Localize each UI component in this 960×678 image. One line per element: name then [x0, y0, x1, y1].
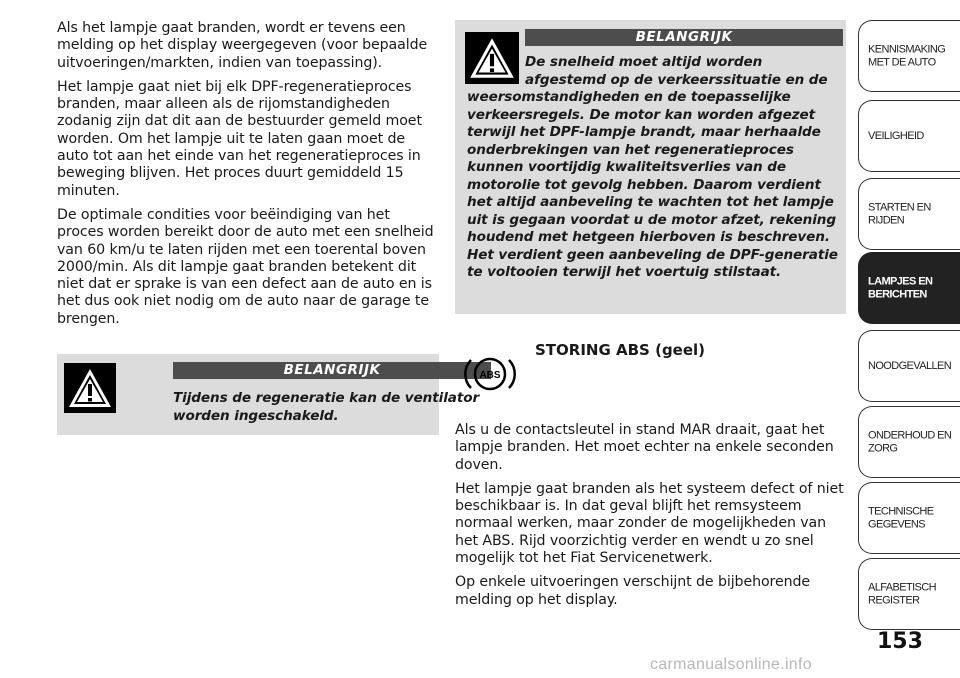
warning-header: BELANGRIJK: [525, 29, 843, 46]
tab-label: VEILIGHEID: [868, 129, 924, 142]
paragraph: De optimale condities voor beëindiging van het proces worden bereikt door de auto met een snelheid van 60 km/u te laten rijden met een toerental boven 2000/min. Als dit lampje gaat branden betekent dit niet dat er sprake is van een defect aan de auto en is het dus ook niet nodig om de auto naar de garage te brengen.: [57, 206, 434, 327]
tab-kennismaking[interactable]: [858, 20, 960, 92]
section-title-color: (geel): [655, 341, 706, 359]
tab-lampjes-en-berichten[interactable]: [858, 252, 960, 324]
tab-noodgevallen[interactable]: [858, 330, 960, 402]
paragraph: Het lampje gaat niet bij elk DPF-regeneratieproces branden, maar alleen als de rijomstandigheden zodanig zijn dat dit aan de bestuurder gemeld moet worden. Om het lampje uit te laten gaan moet de auto tot aan het einde van het regeneratieproces in beweging blijven. Het proces duurt gemiddeld 15 minuten.: [57, 78, 422, 199]
warning-box: [455, 20, 846, 314]
warning-text: Tijdens de regeneratie kan de ventilator worden ingeschakeld.: [173, 390, 480, 424]
tab-technische-gegevens[interactable]: [858, 482, 960, 554]
paragraph: Op enkele uitvoeringen verschijnt de bijbehorende melding op het display.: [455, 574, 811, 608]
tab-veiligheid[interactable]: [858, 100, 960, 172]
tab-label: NOODGEVALLEN: [868, 359, 952, 372]
tab-label: TECHNISCHE GEGEVENS: [868, 505, 934, 530]
paragraph: Als het lampje gaat branden, wordt er tevens een melding op het display weergegeven (voor bepaalde uitvoeringen/markten, indien van toepassing).: [57, 20, 428, 71]
warning-text-first: De snelheid moet altijd worden afgestemd op de verkeerssituatie en de: [525, 54, 828, 88]
left-column: [57, 20, 437, 335]
warning-box: [57, 354, 480, 435]
section-title-text: STORING ABS: [535, 341, 650, 359]
tab-label: ALFABETISCH REGISTER: [868, 581, 936, 606]
paragraph: Het lampje gaat branden als het systeem defect of niet beschikbaar is. In dat geval blijft het remsysteem normaal werken, maar zonder de mogelijkheden van het ABS. Rijd voorzichtig verder en wendt u zo snel mogelijk tot het Fiat Servicenetwerk.: [455, 480, 844, 567]
abs-body: [455, 422, 849, 616]
tab-label: ONDERHOUD EN ZORG: [868, 429, 952, 454]
warning-header: BELANGRIJK: [173, 362, 491, 379]
warning-text-rest: weersomstandigheden en de toepasselijke verkeersregels. De motor kan worden afgezet terwijl het DPF-lampje brandt, maar herhaalde onderbrekingen van het regeneratieproces kunnen voortijdig kwaliteitsverlies van de motorolie tot gevolg hebben. Daarom verdient het altijd aanbeveling te wachten tot het lampje uit is gegaan voordat u de motor afzet, rekening houdend met hetgeen hierboven is beschreven. Het verdient geen aanbeveling de DPF-generatie te voltooien terwijl het voertuig stilstaat.: [467, 89, 838, 280]
abs-warning-icon: [459, 350, 521, 398]
watermark: carmanualsonline.info: [650, 656, 812, 673]
paragraph: Als u de contactsleutel in stand MAR draait, gaat het lampje branden. Het moet echter na enkele seconden doven.: [455, 422, 834, 473]
tab-alfabetisch-register[interactable]: [858, 558, 960, 630]
abs-icon-label: ABS: [479, 370, 501, 381]
tab-starten-en-rijden[interactable]: [858, 178, 960, 250]
tab-label: STARTEN EN RIJDEN: [868, 201, 931, 226]
page-number: 153: [877, 629, 923, 654]
tab-label: KENNISMAKING MET DE AUTO: [868, 43, 946, 68]
tab-label: LAMPJES EN BERICHTEN: [868, 275, 933, 300]
warning-text: [467, 54, 839, 282]
section-title: [535, 340, 705, 360]
tab-onderhoud-en-zorg[interactable]: [858, 406, 960, 478]
warning-triangle-icon: [64, 363, 116, 413]
